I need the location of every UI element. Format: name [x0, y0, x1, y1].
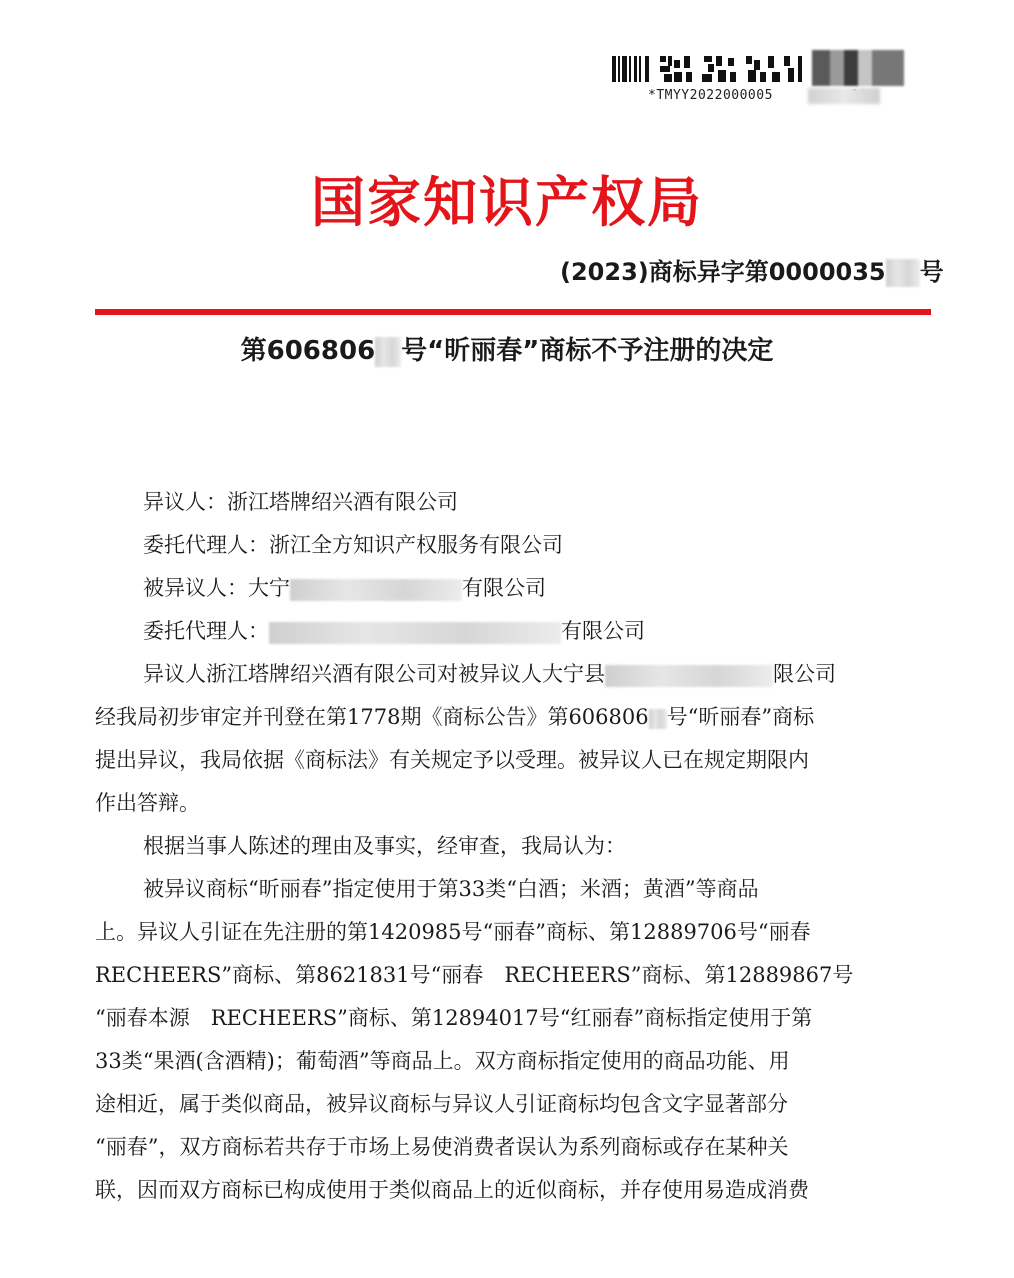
body-line: 上。异议人引证在先注册的第1420985号“丽春”商标、第12889706号“丽春: [95, 920, 811, 944]
barcode-redaction: [812, 50, 904, 86]
agency-name: 国家知识产权局: [311, 171, 703, 234]
parties-block: [95, 481, 925, 653]
barcode-text: *TMYY2022000005: [648, 88, 773, 103]
red-divider: [95, 309, 931, 315]
barcode-text-redaction: [808, 88, 880, 104]
opposee-line: 被异议人：大宁 有限公司: [143, 576, 546, 600]
body-line: 作出答辩。: [95, 791, 200, 815]
barcode-area: [612, 50, 917, 110]
opposer-agent-line: 委托代理人：浙江全方知识产权服务有限公司: [143, 533, 563, 557]
body-line: 联，因而双方商标已构成使用于类似商品上的近似商标，并存使用易造成消费: [95, 1178, 809, 1202]
body-line: 根据当事人陈述的理由及事实，经审查，我局认为：: [143, 834, 626, 858]
body-paragraph-3: [95, 868, 925, 1212]
body-line: 经我局初步审定并刊登在第1778期《商标公告》第606806 号“昕丽春”商标: [95, 705, 815, 729]
opposer-line: 异议人：浙江塔牌绍兴酒有限公司: [143, 490, 458, 514]
body-line: RECHEERS”商标、第8621831号“丽春 RECHEERS”商标、第12889867号: [95, 963, 854, 987]
body-paragraph-1: [95, 653, 925, 825]
document-number: (2023)商标异字第0000035 号: [560, 258, 944, 286]
body-paragraph-2: [95, 825, 925, 868]
body-line: 异议人浙江塔牌绍兴酒有限公司对被异议人大宁县 限公司: [143, 662, 836, 686]
body-line: 被异议商标“昕丽春”指定使用于第33类“白酒；米酒；黄酒”等商品: [143, 877, 759, 901]
body-line: 提出异议，我局依据《商标法》有关规定予以受理。被异议人已在规定期限内: [95, 748, 809, 772]
body-line: “丽春本源 RECHEERS”商标、第12894017号“红丽春”商标指定使用于第: [95, 1006, 813, 1030]
body-line: 33类“果酒(含酒精)；葡萄酒”等商品上。双方商标指定使用的商品功能、用: [95, 1049, 790, 1073]
decision-title: 第606806 号“昕丽春”商标不予注册的决定: [240, 336, 774, 366]
body-line: 途相近，属于类似商品，被异议商标与异议人引证商标均包含文字显著部分: [95, 1092, 788, 1116]
opposee-agent-line: 委托代理人： 有限公司: [143, 619, 645, 643]
body-line: “丽春”，双方商标若共存于市场上易使消费者误认为系列商标或存在某种关: [95, 1135, 789, 1159]
